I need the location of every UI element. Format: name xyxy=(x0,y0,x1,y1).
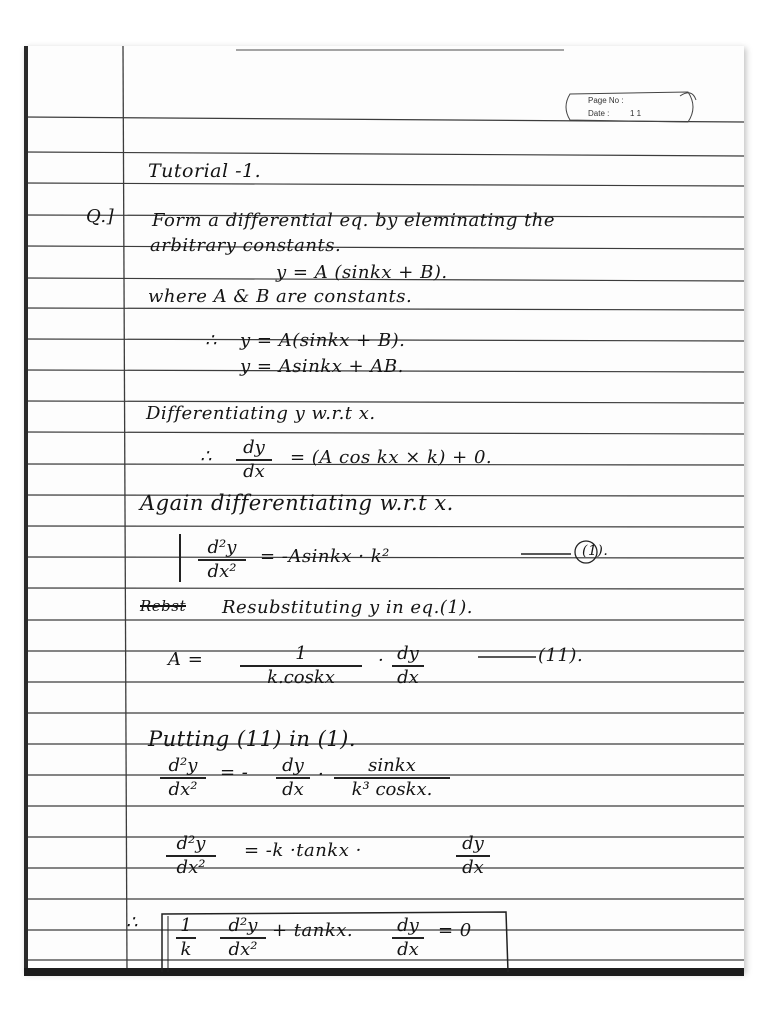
A-dy: dy xyxy=(397,643,419,664)
page-no-label: Page No : xyxy=(588,96,624,105)
put-d2y-den: dx² xyxy=(168,778,198,800)
therefore-symbol-2: ∴ xyxy=(200,446,212,467)
put-d2y-fraction xyxy=(160,756,206,800)
one-over-k xyxy=(176,916,196,960)
put-dot: · xyxy=(318,764,325,785)
first-derivative-rhs: = (A cos kx × k) + 0. xyxy=(290,447,493,468)
step-1: y = A(sinkx + B). xyxy=(240,330,406,351)
k-rhs: = -k ·tankx · xyxy=(244,840,362,861)
A-dx: dx xyxy=(397,666,419,688)
put-sin-fraction xyxy=(334,756,450,800)
final-d2y-den: dx² xyxy=(228,938,258,960)
A-denominator: k.coskx xyxy=(267,666,335,688)
final-plus-tan: + tankx. xyxy=(272,920,354,941)
step-2: y = Asinkx + AB. xyxy=(240,356,404,377)
where-line: where A & B are constants. xyxy=(148,286,413,307)
second-derivative-fraction xyxy=(198,538,246,582)
put-dydx-fraction xyxy=(276,756,310,800)
final-dydx-fraction xyxy=(392,916,424,960)
k-dydx-fraction xyxy=(456,834,490,878)
question-marker: Q.] xyxy=(86,206,115,227)
dy-numerator: dy xyxy=(243,437,265,458)
final-one: 1 xyxy=(180,915,192,936)
margin-line xyxy=(123,46,127,972)
dx2-denominator: dx² xyxy=(207,560,237,582)
put-sin-den: k³ coskx. xyxy=(351,778,433,800)
binding-edge xyxy=(24,46,28,972)
multiply-dot: · xyxy=(378,650,385,671)
resubstituting-heading: Resubstituting y in eq.(1). xyxy=(222,597,474,618)
A-dydx-fraction xyxy=(392,644,424,688)
k-d2y-fraction xyxy=(166,834,216,878)
page-number-stamp xyxy=(560,88,700,126)
k-dy-num: dy xyxy=(462,833,484,854)
put-dy-den: dx xyxy=(282,778,304,800)
question-line-2: arbitrary constants. xyxy=(150,235,342,256)
differentiating-heading: Differentiating y w.r.t x. xyxy=(146,403,376,424)
eq-2-dash xyxy=(478,654,538,660)
dy-dx-fraction xyxy=(236,438,272,482)
final-k: k xyxy=(180,938,192,960)
question-line-1: Form a differential eq. by eleminating the xyxy=(152,210,556,231)
date-value: 1 1 xyxy=(630,109,642,118)
again-differentiating-heading: Again differentiating w.r.t x. xyxy=(140,491,454,515)
A-numerator: 1 xyxy=(295,643,307,664)
dx-denominator: dx xyxy=(243,460,265,482)
k-dy-den: dx xyxy=(462,856,484,878)
put-dy-num: dy xyxy=(282,755,304,776)
tutorial-title: Tutorial -1. xyxy=(148,160,262,182)
eq-2-tag: (11). xyxy=(538,645,584,666)
date-label: Date : xyxy=(588,109,610,118)
final-dy-num: dy xyxy=(397,915,419,936)
final-d2y-num: d²y xyxy=(228,915,258,936)
eq-1-tag: (1). xyxy=(582,543,609,559)
d2y-numerator: d²y xyxy=(207,537,237,558)
A-fraction xyxy=(240,644,362,688)
therefore-symbol: ∴ xyxy=(205,330,217,351)
final-therefore: ∴ xyxy=(126,912,138,933)
k-d2y-num: d²y xyxy=(176,833,206,854)
final-equals-zero: = 0 xyxy=(438,920,472,941)
put-sin-num: sinkx xyxy=(368,755,416,776)
putting-heading: Putting (11) in (1). xyxy=(148,727,357,751)
final-dy-den: dx xyxy=(397,938,419,960)
final-d2y-fraction xyxy=(220,916,266,960)
struck-word: Rebst xyxy=(140,597,186,615)
given-equation: y = A (sinkx + B). xyxy=(276,262,448,283)
A-equals: A = xyxy=(168,649,204,670)
put-d2y-num: d²y xyxy=(168,755,198,776)
eq-1-rhs: = -Asinkx · k² xyxy=(260,546,390,567)
put-equals-minus: = - xyxy=(220,762,249,783)
k-d2y-den: dx² xyxy=(176,856,206,878)
